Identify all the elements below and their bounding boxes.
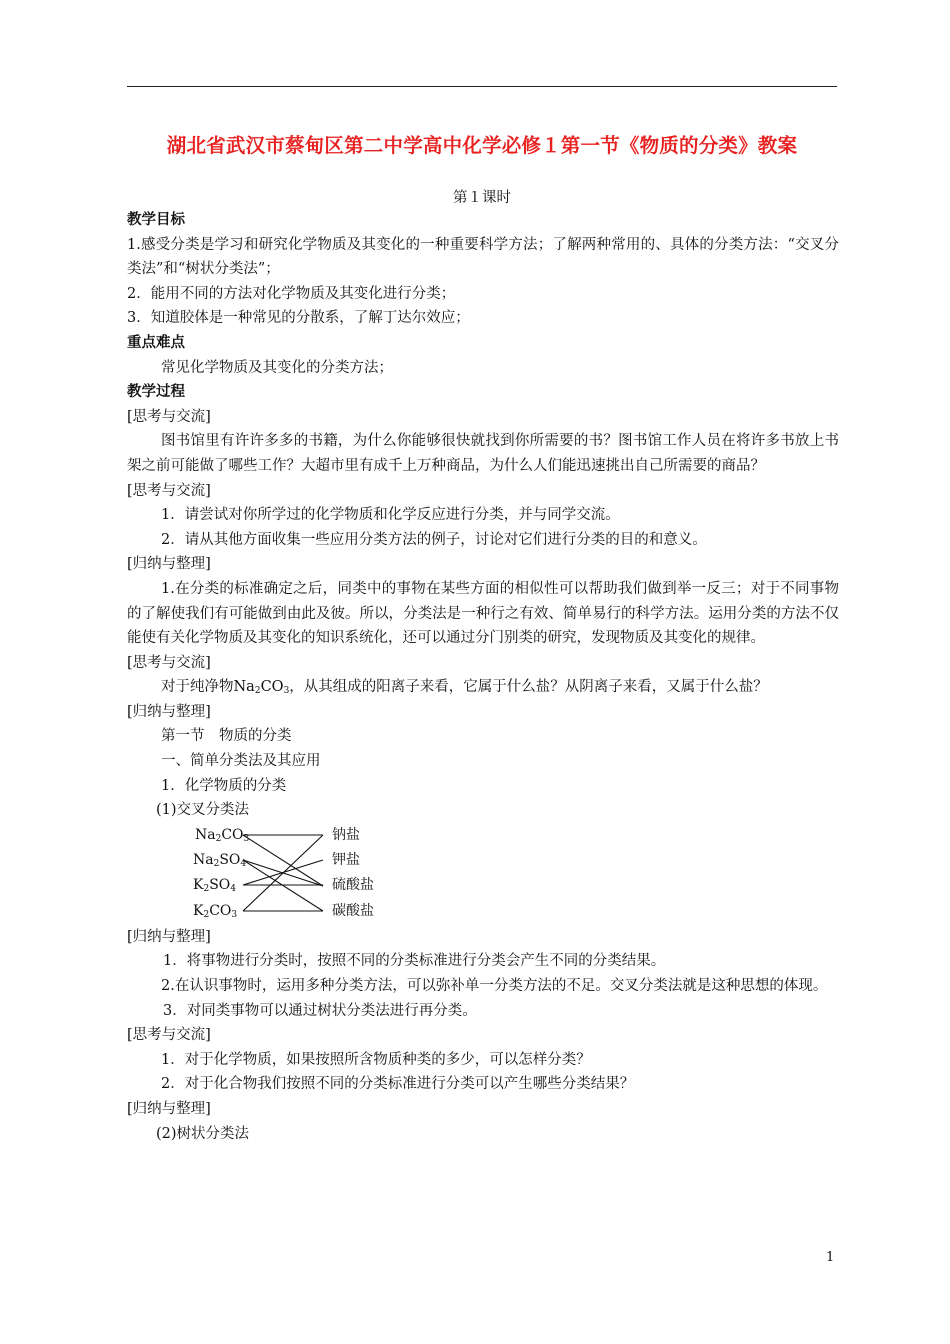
cross-classification-diagram	[127, 823, 839, 925]
list-item: 2．对于化合物我们按照不同的分类标准进行分类可以产生哪些分类结果？	[161, 1076, 635, 1093]
formula-k2so4: $K_2SO_4$	[193, 876, 237, 894]
section-label: [归纳与整理]	[127, 556, 211, 573]
section-label: [思考与交流]	[127, 482, 211, 499]
section-label: [思考与交流]	[127, 408, 211, 425]
list-item: 1．将事物进行分类时，按照不同的分类标准进行分类会产生不同的分类结果。	[163, 953, 666, 970]
subsection-title: (2)树状分类法	[156, 1125, 250, 1142]
subsection-title: 一、简单分类法及其应用	[161, 753, 321, 770]
keypoints-heading: 重点难点	[127, 334, 185, 351]
section-label: [思考与交流]	[127, 654, 211, 671]
keypoints-text: 常见化学物质及其变化的分类方法；	[161, 359, 393, 376]
process-heading: 教学过程	[127, 384, 185, 401]
section-label: [归纳与整理]	[127, 1101, 211, 1117]
lesson-period: 第１课时	[453, 190, 511, 206]
document-title: 湖北省武汉市蔡甸区第二中学高中化学必修１第一节《物质的分类》教案	[166, 134, 798, 157]
formula-na2co3: $Na_2CO_3$	[195, 826, 250, 844]
formula-na2so4: $Na_2SO_4$	[193, 851, 247, 869]
subsection-title: 1．化学物质的分类	[161, 777, 287, 794]
list-item: 2．请从其他方面收集一些应用分类方法的例子，讨论对它们进行分类的目的和意义。	[161, 531, 707, 548]
header-rule	[127, 86, 837, 87]
category-carbonate: 碳酸盐	[332, 902, 374, 919]
category-potassium-salt: 钾盐	[332, 851, 360, 868]
document-body	[127, 208, 839, 1146]
section-label: [归纳与整理]	[127, 703, 211, 720]
category-sodium-salt: 钠盐	[332, 826, 360, 843]
section-label: [归纳与整理]	[127, 928, 211, 945]
paragraph: 对于纯净物$Na_2CO_3$，从其组成的阳离子来看，它属于什么盐？从阴离子来看，又属于什么盐？	[161, 679, 768, 697]
goal-item: 2．能用不同的方法对化学物质及其变化进行分类；	[127, 285, 456, 302]
list-item: 1．对于化学物质，如果按照所含物质种类的多少，可以怎样分类？	[161, 1051, 591, 1068]
section-title: 第一节 物质的分类	[161, 728, 292, 745]
list-item: 2.在认识事物时，运用多种分类方法，可以弥补单一分类方法的不足。交叉分类法就是这种思想的体现。	[161, 978, 828, 995]
formula-k2co3: $K_2CO_3$	[193, 902, 238, 920]
section-label: [思考与交流]	[127, 1027, 211, 1044]
paragraph: 1.在分类的标准确定之后，同类中的事物在某些方面的相似性可以帮助我们做到举一反三；对于不同事物的了解使我们有可能做到由此及彼。所以，分类法是一种行之有效、简单易行的科学方法。运用分类的方法不仅能使有关化学物质及其变化的知识系统化，还可以通过分门别类的研究，发现物质及其变化的规律。	[127, 580, 839, 647]
paragraph: 图书馆里有许许多多的书籍，为什么你能够很快就找到你所需要的书？图书馆工作人员在将许多书放上书架之前可能做了哪些工作？大超市里有成千上万种商品，为什么人们能迅速挑出自己所需要的商品？	[127, 433, 839, 474]
page-number: 1	[826, 1250, 835, 1265]
list-item: 1．请尝试对你所学过的化学物质和化学反应进行分类，并与同学交流。	[161, 507, 620, 524]
goals-heading: 教学目标	[127, 212, 185, 228]
category-sulfate: 硫酸盐	[332, 876, 374, 893]
subsection-title: (1)交叉分类法	[156, 802, 250, 819]
goal-item: 1.感受分类是学习和研究化学物质及其变化的一种重要科学方法；了解两种常用的、具体的分类方法：“交叉分类法”和“树状分类法”；	[127, 236, 839, 278]
list-item: 3．对同类事物可以通过树状分类法进行再分类。	[163, 1002, 477, 1019]
goal-item: 3．知道胶体是一种常见的分散系，了解丁达尔效应；	[127, 310, 470, 327]
